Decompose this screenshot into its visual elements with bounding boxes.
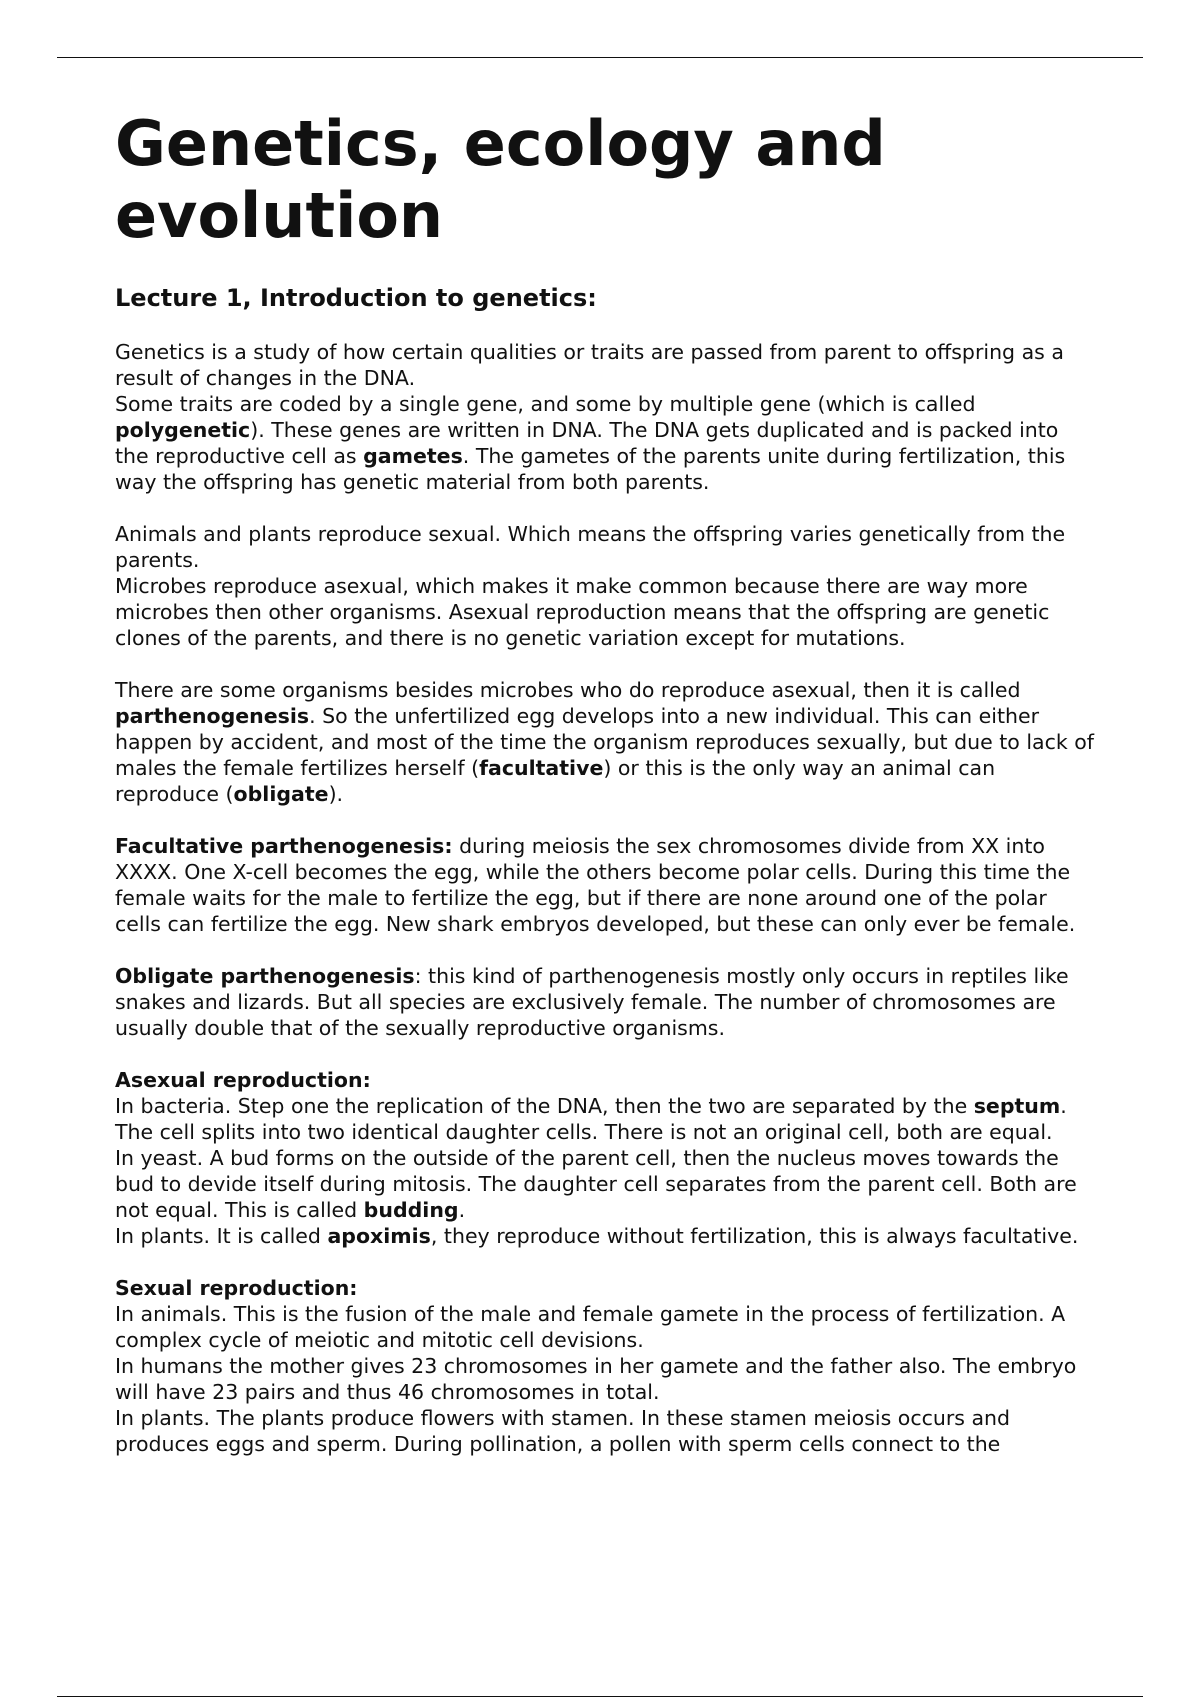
term-septum: septum (973, 1094, 1061, 1118)
title-line-1: Genetics, ecology and (115, 107, 886, 180)
paragraph-line: In plants. It is called apoximis, they reproduce without fertilization, this is always facultative. (115, 1224, 1079, 1248)
section-heading-sexual: Sexual reproduction: (115, 1276, 358, 1300)
bottom-rule (57, 1696, 1143, 1697)
paragraph-line: In bacteria. Step one the replication of the DNA, then the two are separated by the septum. The cell splits into two identical daughter cells. There is not an original cell, both are equal. (115, 1094, 1067, 1144)
paragraph-obligate-parthenogenesis: Obligate parthenogenesis: this kind of parthenogenesis mostly only occurs in reptiles like snakes and lizards. But all species are exclusively female. The number of chromosomes are usually double that of the sexually reproductive organisms. (115, 964, 1069, 1040)
paragraph-line: In animals. This is the fusion of the male and female gamete in the process of fertilization. A complex cycle of meiotic and mitotic cell devisions. (115, 1302, 1066, 1352)
paragraph-line: Genetics is a study of how certain qualities or traits are passed from parent to offspring as a result of changes in the DNA. (115, 340, 1064, 390)
paragraph-line: Microbes reproduce asexual, which makes it make common because there are way more microbes then other organisms. Asexual reproduction means that the offspring are genetic clones of the parents, and there is no genetic variation except for mutations. (115, 574, 1050, 650)
term-budding: budding (363, 1198, 459, 1222)
term-facultative: facultative (479, 756, 604, 780)
term-obligate-parthenogenesis: Obligate parthenogenesis (115, 964, 415, 988)
lecture-heading: Lecture 1, Introduction to genetics: (115, 284, 597, 312)
term-polygenetic: polygenetic (115, 418, 251, 442)
paragraph-line: Some traits are coded by a single gene, and some by multiple gene (which is called polygenetic). These genes are written in DNA. The DNA gets duplicated and is packed into the reproductive cell as gametes. The gametes of the parents unite during fertilization, this way the offspring has genetic material from both parents. (115, 392, 1066, 494)
document-title (115, 108, 1095, 252)
term-obligate: obligate (233, 782, 329, 806)
paragraph-line: In humans the mother gives 23 chromosomes in her gamete and the father also. The embryo will have 23 pairs and thus 46 chromosomes in total. (115, 1354, 1077, 1404)
paragraph-reproduction-types (115, 521, 1095, 651)
term-apoximis: apoximis (327, 1224, 431, 1248)
top-rule (57, 57, 1143, 58)
paragraph-sexual-reproduction (115, 1275, 1095, 1457)
term-facultative-parthenogenesis: Facultative parthenogenesis: (115, 834, 453, 858)
paragraph-line: In plants. The plants produce flowers with stamen. In these stamen meiosis occurs and produces eggs and sperm. During pollination, a pollen with sperm cells connect to the (115, 1406, 1011, 1456)
document-body (115, 108, 1095, 1483)
paragraph-genetics-intro (115, 339, 1095, 495)
title-line-2: evolution (115, 179, 444, 252)
paragraph-parthenogenesis: There are some organisms besides microbes who do reproduce asexual, then it is called parthenogenesis. So the unfertilized egg develops into a new individual. This can either happen by accident, and most of the time the organism reproduces sexually, but due to lack of males the female fertilizes herself (facultative) or this is the only way an animal can reproduce (obligate). (115, 678, 1094, 806)
paragraph-asexual-reproduction (115, 1067, 1095, 1249)
term-parthenogenesis: parthenogenesis (115, 704, 310, 728)
section-heading-asexual: Asexual reproduction: (115, 1068, 371, 1092)
term-gametes: gametes (363, 444, 463, 468)
paragraph-facultative-parthenogenesis: Facultative parthenogenesis: during meiosis the sex chromosomes divide from XX into XXXX. One X-cell becomes the egg, while the others become polar cells. During this time the female waits for the male to fertilize the egg, but if there are none around one of the polar cells can fertilize the egg. New shark embryos developed, but these can only ever be female. (115, 834, 1076, 936)
paragraph-line: In yeast. A bud forms on the outside of the parent cell, then the nucleus moves towards the bud to devide itself during mitosis. The daughter cell separates from the parent cell. Both are not equal. This is called budding. (115, 1146, 1077, 1222)
paragraph-line: Animals and plants reproduce sexual. Which means the offspring varies genetically from the parents. (115, 522, 1066, 572)
